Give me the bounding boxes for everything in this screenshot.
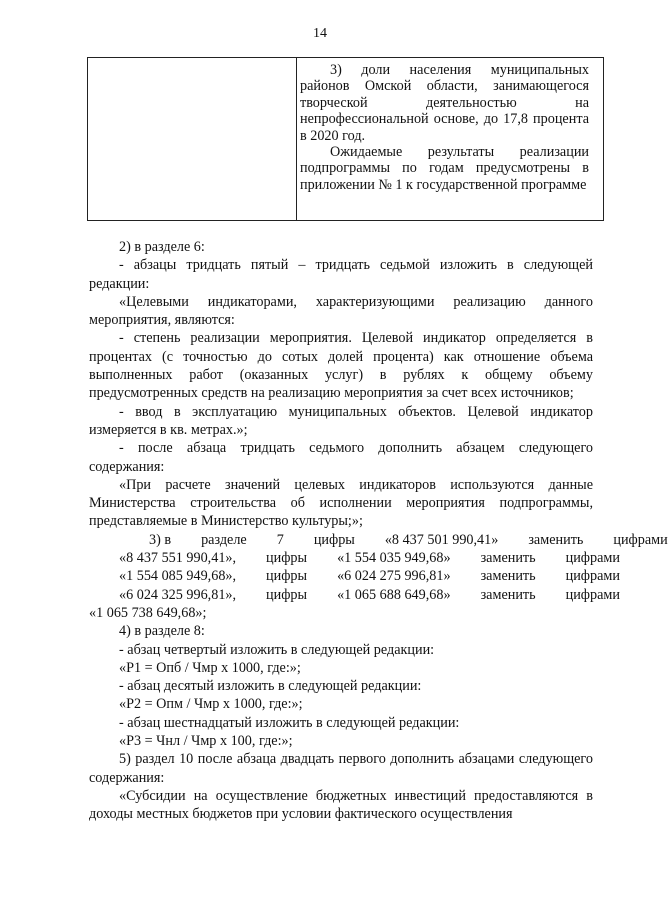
document-body: [89, 238, 668, 824]
table-paragraph: Ожидаемые результаты реализации подпрограммы по годам предусмотрены в приложении № 1 к государственной программе: [300, 144, 589, 193]
formula-line: «Р1 = Опб / Чмр х 1000, где:»;: [119, 659, 301, 676]
table-column-divider: [296, 58, 297, 220]
body-paragraph: 2) в разделе 6:: [119, 239, 205, 255]
row-word: цифрами: [565, 586, 620, 603]
row-word: заменить: [480, 550, 536, 567]
row-word: цифры: [266, 550, 308, 567]
row-word: «6 024 275 996,81»: [337, 568, 451, 585]
body-paragraph: - степень реализации мероприятия. Целевой индикатор определяется в процентах (с точностью до сотых долей процента) как отношение объема выполненных работ (оказанных услуг) в рублях к общему объему предусмотренных средств на реализацию мероприятия за счет всех источников;: [89, 330, 593, 402]
row-word: «1 065 688 649,68»: [337, 586, 451, 603]
row-word: разделе: [201, 531, 247, 548]
amount-row: [89, 586, 620, 604]
row-word: цифры: [266, 586, 308, 603]
row-word: «6 024 325 996,81»,: [119, 586, 237, 603]
row-word: «1 554 085 949,68»,: [119, 568, 237, 585]
continuation-table: [87, 57, 604, 221]
body-paragraph: - после абзаца тридцать седьмого дополнить абзацем следующего содержания:: [89, 440, 593, 475]
body-paragraph: - абзац десятый изложить в следующей редакции:: [119, 678, 422, 695]
page-number: 14: [313, 26, 327, 41]
formula-line: «Р3 = Чнл / Чмр х 100, где:»;: [119, 733, 293, 750]
row-word: цифры: [266, 568, 308, 585]
amount-row: [89, 549, 620, 567]
body-paragraph: - абзац шестнадцатый изложить в следующей редакции:: [119, 714, 460, 731]
body-paragraph: «Субсидии на осуществление бюджетных инвестиций предоставляются в доходы местных бюджетов при условии фактического осуществления: [89, 787, 593, 823]
table-paragraph: 3) доли населения муниципальных районов Омской области, занимающегося творческой деятельностью на непрофессиональной основе, до 17,8 процента в 2020 год.: [300, 62, 589, 144]
table-right-cell: [300, 62, 589, 193]
row-word: «8 437 551 990,41»,: [119, 550, 237, 567]
row-word: 3) в: [149, 531, 172, 548]
row-word: заменить: [480, 568, 536, 585]
formula-line: «Р2 = Опм / Чмр х 1000, где:»;: [119, 696, 303, 713]
amount-row-last: «1 065 738 649,68»;: [89, 604, 207, 621]
body-paragraph: «Целевыми индикаторами, характеризующими реализацию данного мероприятия, являются:: [89, 293, 593, 329]
body-paragraph: 4) в разделе 8:: [119, 623, 205, 640]
row-word: «8 437 501 990,41»: [384, 531, 499, 548]
row-word: заменить: [480, 586, 536, 603]
amount-row: [89, 567, 620, 585]
row-word: цифры: [313, 531, 355, 548]
body-paragraph: «При расчете значений целевых индикаторов используются данные Министерства строительства об исполнении мероприятия подпрограммы, представляемые в Министерство культуры;»;: [89, 476, 593, 530]
row-word: цифрами: [565, 550, 620, 567]
row-word: цифрами: [565, 568, 620, 585]
body-paragraph: - абзацы тридцать пятый – тридцать седьмой изложить в следующей редакции:: [89, 257, 593, 292]
amount-replacement-block: [89, 531, 668, 622]
row-word: заменить: [528, 531, 584, 548]
body-paragraph: - абзац четвертый изложить в следующей редакции:: [119, 641, 435, 658]
body-paragraph: - ввод в эксплуатацию муниципальных объектов. Целевой индикатор измеряется в кв. метрах.»;: [89, 403, 593, 438]
row-word: 7: [276, 531, 284, 548]
body-paragraph: 5) раздел 10 после абзаца двадцать первого дополнить абзацами следующего содержания:: [89, 751, 593, 786]
amount-row: [89, 531, 668, 549]
row-word: цифрами: [613, 531, 668, 548]
row-word: «1 554 035 949,68»: [337, 550, 451, 567]
